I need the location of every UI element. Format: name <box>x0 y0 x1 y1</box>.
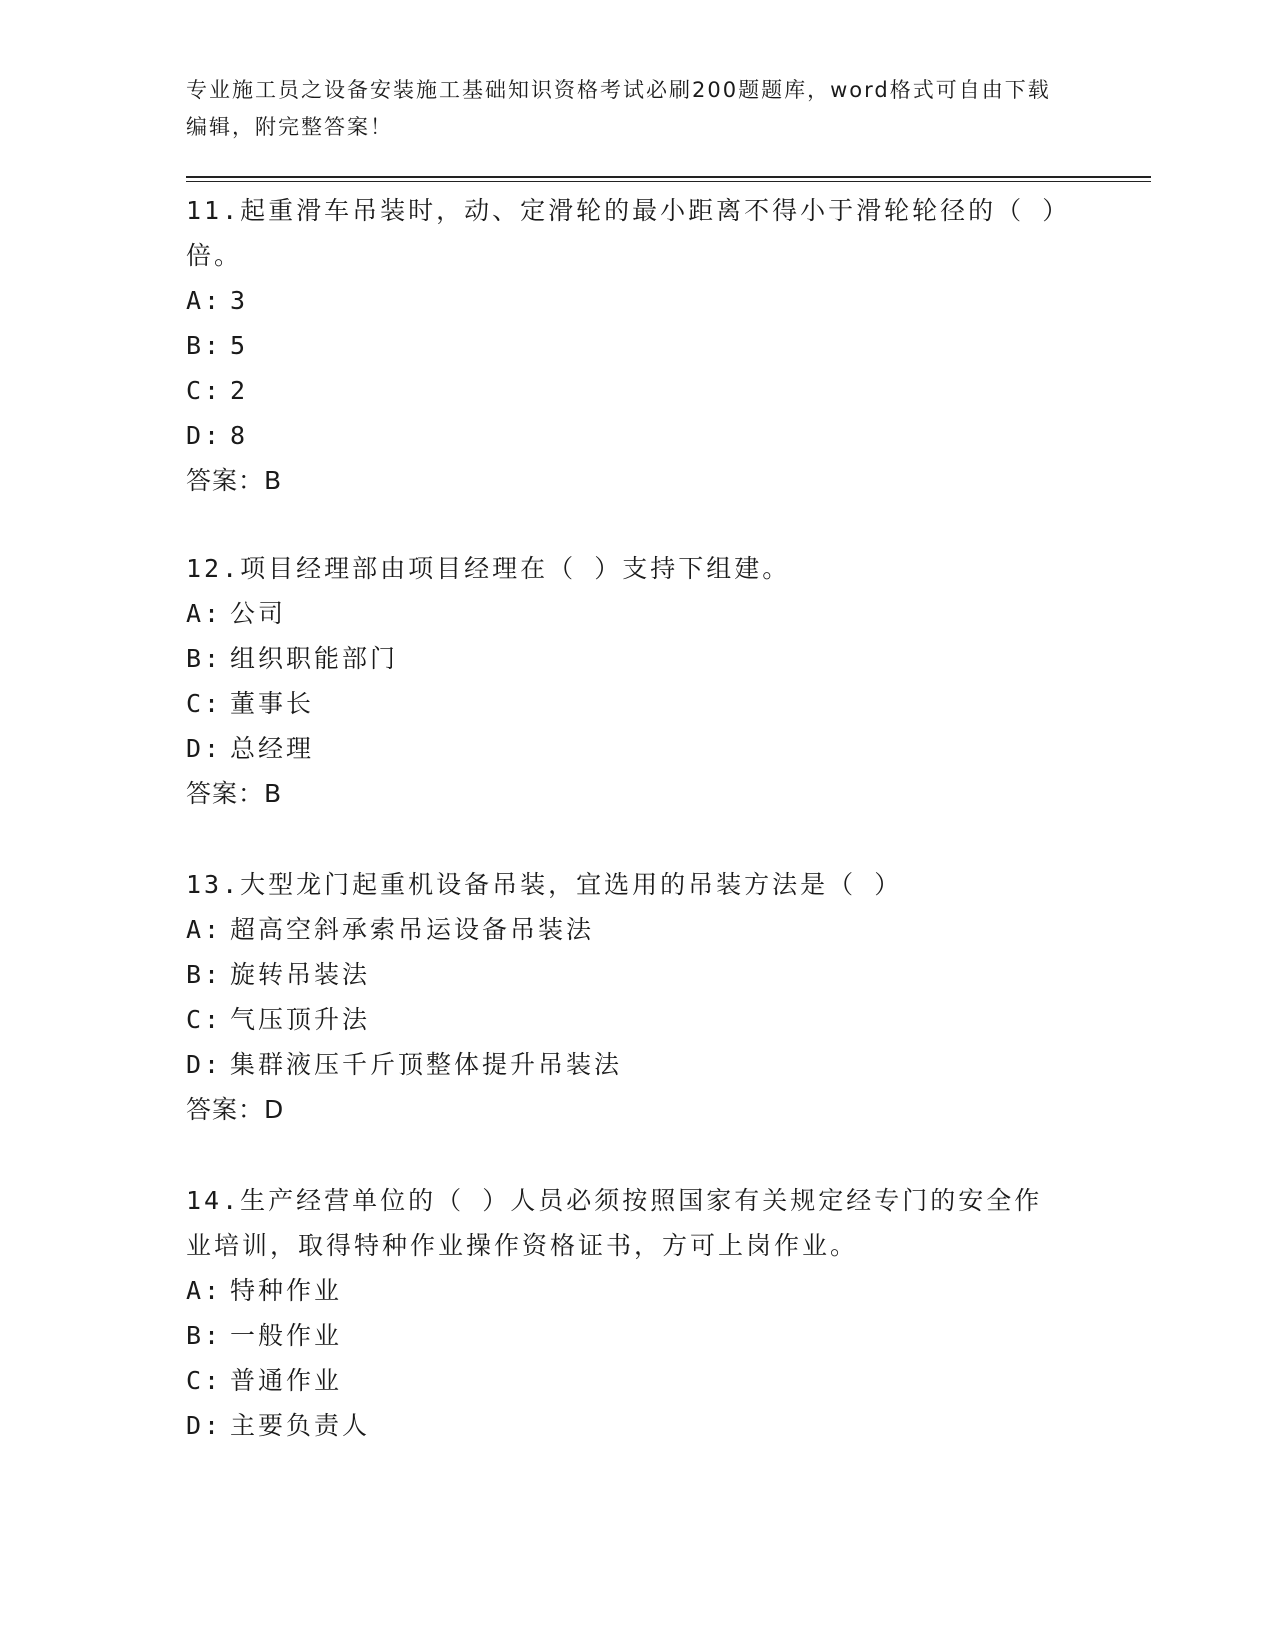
option-letter: C: <box>186 376 223 405</box>
option-b <box>186 1313 1066 1358</box>
option-text: 总经理 <box>230 734 315 763</box>
option-d <box>186 1403 1066 1448</box>
option-d <box>186 726 1066 771</box>
option-text: 公司 <box>230 599 287 628</box>
option-text: 2 <box>230 376 249 405</box>
answer-line: 答案：B <box>186 779 283 808</box>
option-a <box>186 591 1066 636</box>
question-stem: 14.生产经营单位的（ ）人员必须按照国家有关规定经专门的安全作业培训，取得特种作业操作资格证书，方可上岗作业。 <box>186 1186 1043 1260</box>
option-text: 3 <box>230 286 249 315</box>
header-divider-thin <box>186 181 1151 182</box>
option-letter: D: <box>186 1411 223 1440</box>
question-12 <box>186 546 1066 816</box>
option-c <box>186 368 1066 413</box>
option-letter: D: <box>186 421 223 450</box>
option-a <box>186 278 1066 323</box>
header-divider-thick <box>186 176 1151 178</box>
option-letter: B: <box>186 1321 223 1350</box>
option-letter: A: <box>186 1276 223 1305</box>
question-stem: 11.起重滑车吊装时，动、定滑轮的最小距离不得小于滑轮轮径的（ ）倍。 <box>186 196 1058 270</box>
option-d <box>186 413 1066 458</box>
option-c <box>186 997 1066 1042</box>
option-letter: B: <box>186 960 223 989</box>
document-header: 专业施工员之设备安装施工基础知识资格考试必刷200题题库，word格式可自由下载编辑，附完整答案！ <box>186 78 1051 139</box>
answer-line: 答案：D <box>186 1095 285 1124</box>
option-c <box>186 1358 1066 1403</box>
option-text: 特种作业 <box>230 1276 343 1305</box>
option-letter: A: <box>186 286 223 315</box>
option-letter: C: <box>186 689 223 718</box>
question-stem: 12.项目经理部由项目经理在（ ）支持下组建。 <box>186 554 791 583</box>
option-c <box>186 681 1066 726</box>
option-text: 旋转吊装法 <box>230 960 371 989</box>
question-11 <box>186 188 1066 503</box>
option-letter: B: <box>186 644 223 673</box>
option-letter: A: <box>186 915 223 944</box>
option-letter: B: <box>186 331 223 360</box>
answer-line: 答案：B <box>186 466 283 495</box>
question-13 <box>186 862 1066 1132</box>
option-text: 普通作业 <box>230 1366 343 1395</box>
option-text: 一般作业 <box>230 1321 343 1350</box>
option-a <box>186 1268 1066 1313</box>
option-text: 组织职能部门 <box>230 644 399 673</box>
option-text: 5 <box>230 331 249 360</box>
option-letter: A: <box>186 599 223 628</box>
option-letter: C: <box>186 1366 223 1395</box>
option-b <box>186 952 1066 997</box>
option-text: 集群液压千斤顶整体提升吊装法 <box>230 1050 623 1079</box>
option-letter: D: <box>186 1050 223 1079</box>
question-14 <box>186 1178 1066 1448</box>
option-text: 董事长 <box>230 689 315 718</box>
option-a <box>186 907 1066 952</box>
option-text: 气压顶升法 <box>230 1005 371 1034</box>
option-text: 8 <box>230 421 249 450</box>
question-stem: 13.大型龙门起重机设备吊装，宜选用的吊装方法是（ ） <box>186 870 903 899</box>
option-text: 主要负责人 <box>230 1411 371 1440</box>
option-letter: D: <box>186 734 223 763</box>
option-letter: C: <box>186 1005 223 1034</box>
option-b <box>186 323 1066 368</box>
option-d <box>186 1042 1066 1087</box>
option-text: 超高空斜承索吊运设备吊装法 <box>230 915 595 944</box>
option-b <box>186 636 1066 681</box>
